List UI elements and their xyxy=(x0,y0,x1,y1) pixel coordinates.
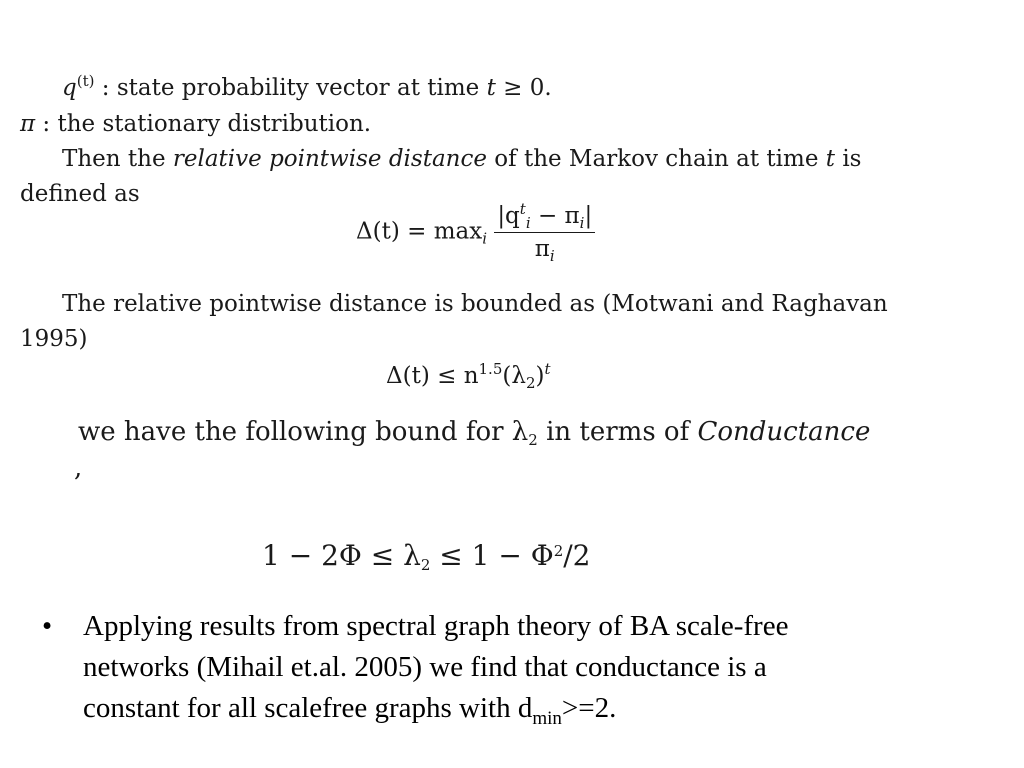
bullet-line-3-sub: min xyxy=(532,708,562,729)
p1-pre: Then the xyxy=(62,146,173,172)
eq2-mid-sub: 2 xyxy=(525,374,536,392)
eq1-num-left: |q xyxy=(497,203,520,229)
paragraph-2-line-1: The relative pointwise distance is bounded as (Motwani and Raghavan xyxy=(62,291,888,317)
equation-relative-distance xyxy=(356,202,595,263)
eq1-lhs-sub: i xyxy=(482,229,487,248)
q-superscript: (t) xyxy=(76,72,95,90)
bullet-line-3 xyxy=(83,688,983,729)
eq2-mid: (λ xyxy=(502,363,526,389)
q-description: : state probability vector at time xyxy=(94,75,487,101)
eq1-num-right-sub: i xyxy=(579,214,585,232)
pi-description: : the stationary distribution. xyxy=(35,111,372,137)
eq2-close-sup: t xyxy=(544,360,551,378)
eq2-close: ) xyxy=(535,363,545,389)
p3-sub: 2 xyxy=(528,431,538,449)
bullet-marker: • xyxy=(42,610,53,642)
q-time-var: t xyxy=(486,75,496,101)
eq1-denominator xyxy=(494,233,595,263)
bullet-line-1: Applying results from spectral graph theory of BA scale-free xyxy=(83,610,789,642)
paragraph-1-line-2: defined as xyxy=(20,181,140,207)
p3-mid: in terms of xyxy=(537,417,698,447)
q-symbol: q xyxy=(62,75,77,101)
definition-pi xyxy=(20,110,371,138)
pi-symbol: π xyxy=(20,111,36,137)
eq1-numerator xyxy=(494,202,595,233)
eq3-left: 1 − 2Φ ≤ λ xyxy=(262,539,421,572)
bullet-line-3-post: >=2. xyxy=(561,692,617,724)
eq2-lhs: Δ(t) ≤ n xyxy=(386,363,479,389)
paragraph-3-line-2: , xyxy=(74,453,83,483)
bullet-line-3-pre: constant for all scalefree graphs with d xyxy=(83,692,533,724)
eq3-right: ≤ 1 − Φ xyxy=(430,539,554,572)
eq1-lhs: Δ(t) = max xyxy=(356,218,483,245)
bullet-text xyxy=(83,606,983,729)
eq3-left-sub: 2 xyxy=(420,556,431,574)
p1-post: of the Markov chain at time xyxy=(486,146,826,172)
eq2-exp: 1.5 xyxy=(478,360,503,378)
equation-bound xyxy=(386,362,551,390)
eq1-den: π xyxy=(534,236,550,262)
eq3-end: /2 xyxy=(563,539,591,572)
paragraph-3-line-1 xyxy=(78,416,870,448)
eq1-num-sub: i xyxy=(525,214,531,232)
q-condition: ≥ 0. xyxy=(495,75,552,101)
eq1-num-sup: t xyxy=(519,200,526,218)
p1-time-var: t xyxy=(825,146,836,172)
p3-pre: we have the following bound for λ xyxy=(78,417,529,447)
p3-emphasis: Conductance xyxy=(697,417,871,447)
eq1-num-right: − π xyxy=(530,203,580,229)
equation-conductance xyxy=(262,538,591,574)
eq1-fraction xyxy=(494,202,595,263)
eq1-den-sub: i xyxy=(549,247,555,265)
paragraph-1-line-1 xyxy=(62,145,862,173)
paragraph-2-line-2: 1995) xyxy=(20,326,88,352)
eq1-num-close: | xyxy=(584,203,593,229)
bullet-line-2: networks (Mihail et.al. 2005) we find that conductance is a xyxy=(83,651,767,683)
p1-emphasis: relative pointwise distance xyxy=(172,146,487,172)
p1-end: is xyxy=(835,146,862,172)
eq3-right-sup: 2 xyxy=(553,542,564,560)
definition-q xyxy=(62,74,552,102)
